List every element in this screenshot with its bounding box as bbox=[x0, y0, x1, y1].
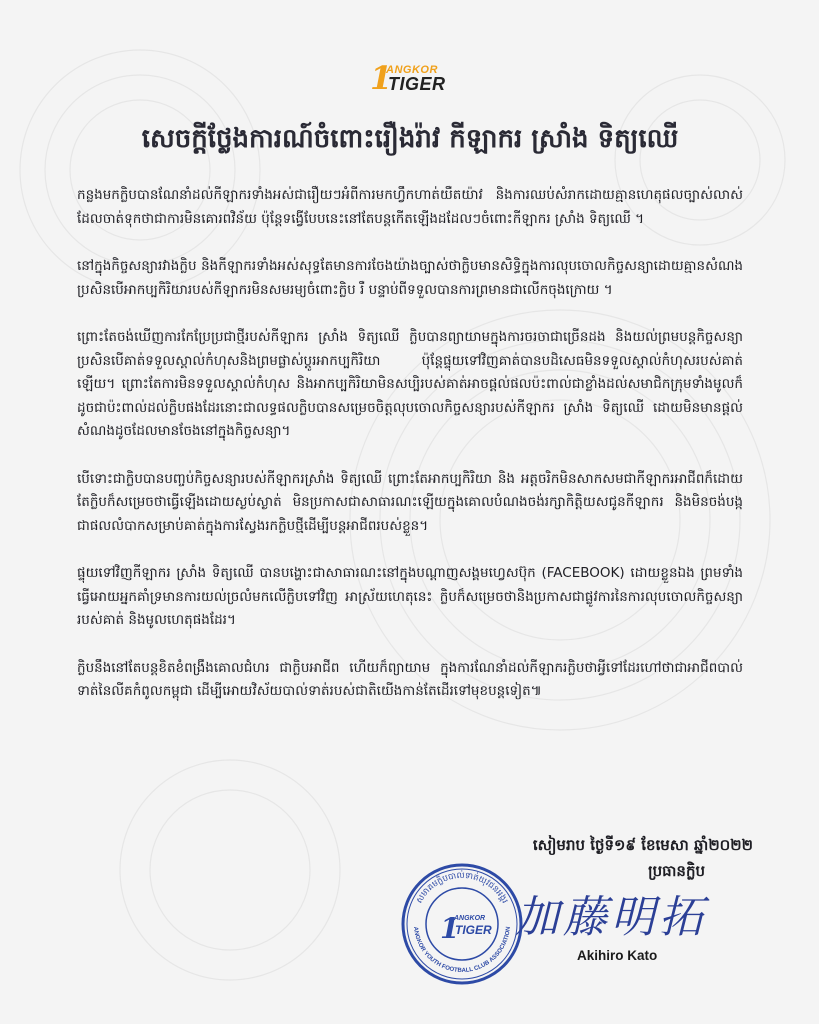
seal-word-top: ANGKOR bbox=[454, 915, 486, 922]
handwritten-signature bbox=[505, 880, 745, 950]
signer-name: Akihiro Kato bbox=[577, 948, 658, 963]
paragraph-1: កន្លងមកក្លិបបានណែនាំដល់កីឡាករទាំងអស់ជារឿយៗអំពីការមកហ្វឹកហាត់យឺតយ៉ាវ និងការឈប់សំរាកដោយគ្មានហេតុផលច្បាស់លាស់ដែលចាត់ទុកថាជាការមិនគោរពវិន័យ ប៉ុន្តែទង្វើបែបនេះនៅតែបន្តកើតឡើងដដែលៗចំពោះកីឡាករ ស្រាំង ទិត្យឈើ ។ bbox=[77, 187, 743, 227]
angkor-tiger-logo bbox=[370, 59, 452, 97]
paragraph-2: នៅក្នុងកិច្ចសន្យារវាងក្លិប និងកីឡាករទាំងអស់សុទ្ធតែមានការចែងយ៉ាងច្បាស់ថាក្លិបមានសិទ្ធិក្នុងការលុបចោលកិច្ចសន្យាដោយគ្មានសំណង ប្រសិនបើអាកប្បកិរិយារបស់កីឡាករមិនសមរម្យចំពោះក្លិប រឺ បន្ទាប់ពីទទួលបានការព្រមានជាលើកចុងក្រោយ ។ bbox=[77, 258, 743, 298]
signature-glyphs: 加藤明拓 bbox=[515, 892, 707, 943]
logo-numeral: 1 bbox=[370, 59, 393, 97]
logo-word-top: ANGKOR bbox=[386, 64, 438, 76]
paragraph-5: ផ្ទុយទៅវិញកីឡាករ ស្រាំង ទិត្យឈើ បានបង្ហោះជាសាធារណះនៅក្នុងបណ្តាញសង្គមហ្វេសប៊ុក (FACEBOOK) ដោយខ្លួនឯង ព្រមទាំងធ្វើអោយអ្នកគាំទ្រមានការយល់ច្រលំមកលើក្លិបទៅវិញ អាស្រ័យហេតុនេះ ក្លិបក៏សម្រេចថានិងប្រកាសជាផ្លូវការនៃការលុបចោលកិច្ចសន្យារបស់គាត់ និងមូលហេតុផងដែរ។ bbox=[77, 565, 743, 628]
seal-ring-text-bottom: ANGKOR YOUTH FOOTBALL CLUB ASSOCIATION bbox=[412, 926, 512, 975]
signer-role: ប្រធានក្លិប bbox=[648, 862, 705, 880]
seal-word-bottom: TIGER bbox=[455, 923, 492, 937]
statement-body bbox=[77, 184, 743, 728]
paragraph-3: ព្រោះតែចង់ឃើញការកែប្រែប្រជាថ្មីរបស់កីឡាករ ស្រាំង ទិត្យឈើ ក្លិបបានព្យាយាមក្នុងការចរចាជាច្រើនដង និងយល់ព្រមបន្តកិច្ចសន្យា ប្រសិនបើគាត់ទទួលស្គាល់កំហុសនិងព្រមផ្លាស់ប្តូរអាកប្បកិរិយា ប៉ុន្តែផ្ទុយទៅវិញគាត់បានបដិសេធមិនទទួលស្គាល់កំហុសរបស់គាត់ឡើយ។ ព្រោះតែការមិនទទួលស្គាល់កំហុស និងអាកប្បកិរិយាមិនសប្បិរបស់គាត់អាចផ្តល់ផលប៉ះពាល់ជាខ្លាំងដល់សមាជិកក្រុមទាំងមូលក៏ដូចជាប៉ះពាល់ដល់ក្លិបផងដែរនោះជាលទ្ធផលក្លិបបានសម្រេចចិត្តលុបចោលកិច្ចសន្យារបស់កីឡាករ ស្រាំង ទិត្យឈើ ដោយមិនមានផ្តល់សំណងដូចដែលមានចែងនៅក្នុងកិច្ចសន្យា។ bbox=[77, 329, 743, 439]
seal-ring-text-top: សមាគមក្លិបបាល់ទាត់យុវជនអង្គរ bbox=[414, 870, 510, 906]
paragraph-4: បើទោះជាក្លិបបានបញ្ចប់កិច្ចសន្យារបស់កីឡាករស្រាំង ទិត្យឈើ ព្រោះតែអាកប្បកិរិយា និង អត្តចរិកមិនសាកសមជាកីឡាករអាជីពក៏ដោយ តែក្លិបក៏សម្រេចថាធ្វើឡើងដោយស្ងប់ស្ងាត់ មិនប្រកាសជាសាធារណះឡើយក្នុងគោលបំណងចង់រក្សាកិត្តិយសជូនកីឡាករ និងមិនចង់បង្កជាផលលំបាកសម្រាប់គាត់ក្នុងការស្វែងរកក្លិបថ្មីដើម្បីបន្តអាជីពរបស់ខ្លួន។ bbox=[77, 470, 743, 534]
logo-word-bottom: TIGER bbox=[388, 74, 446, 94]
paragraph-6: ក្លិបនឹងនៅតែបន្តខិតខំពង្រឹងគោលជំហរ ជាក្លិបអាជីព ហើយក៏ព្យាយាម ក្នុងការណែនាំដល់កីឡាករក្លិបថាអ្វីទៅដែរហៅថាជាអាជីពបាល់ទាត់នៃលីគកំពូលកម្ពុជា ដើម្បីអោយវិស័យបាល់ទាត់របស់ជាតិយើងកាន់តែដើរទៅមុខបន្តទៀត៕ bbox=[77, 659, 743, 699]
page-title: សេចក្តីថ្លែងការណ៍ចំពោះរឿងរ៉ាវ កីឡាករ ស្រាំង ទិត្យឈើ bbox=[141, 124, 679, 154]
date-line: សៀមរាប ថ្ងៃទី១៩ ខែមេសា ឆ្នាំ២០២២ bbox=[532, 836, 753, 854]
seal-numeral: 1 bbox=[440, 912, 460, 945]
